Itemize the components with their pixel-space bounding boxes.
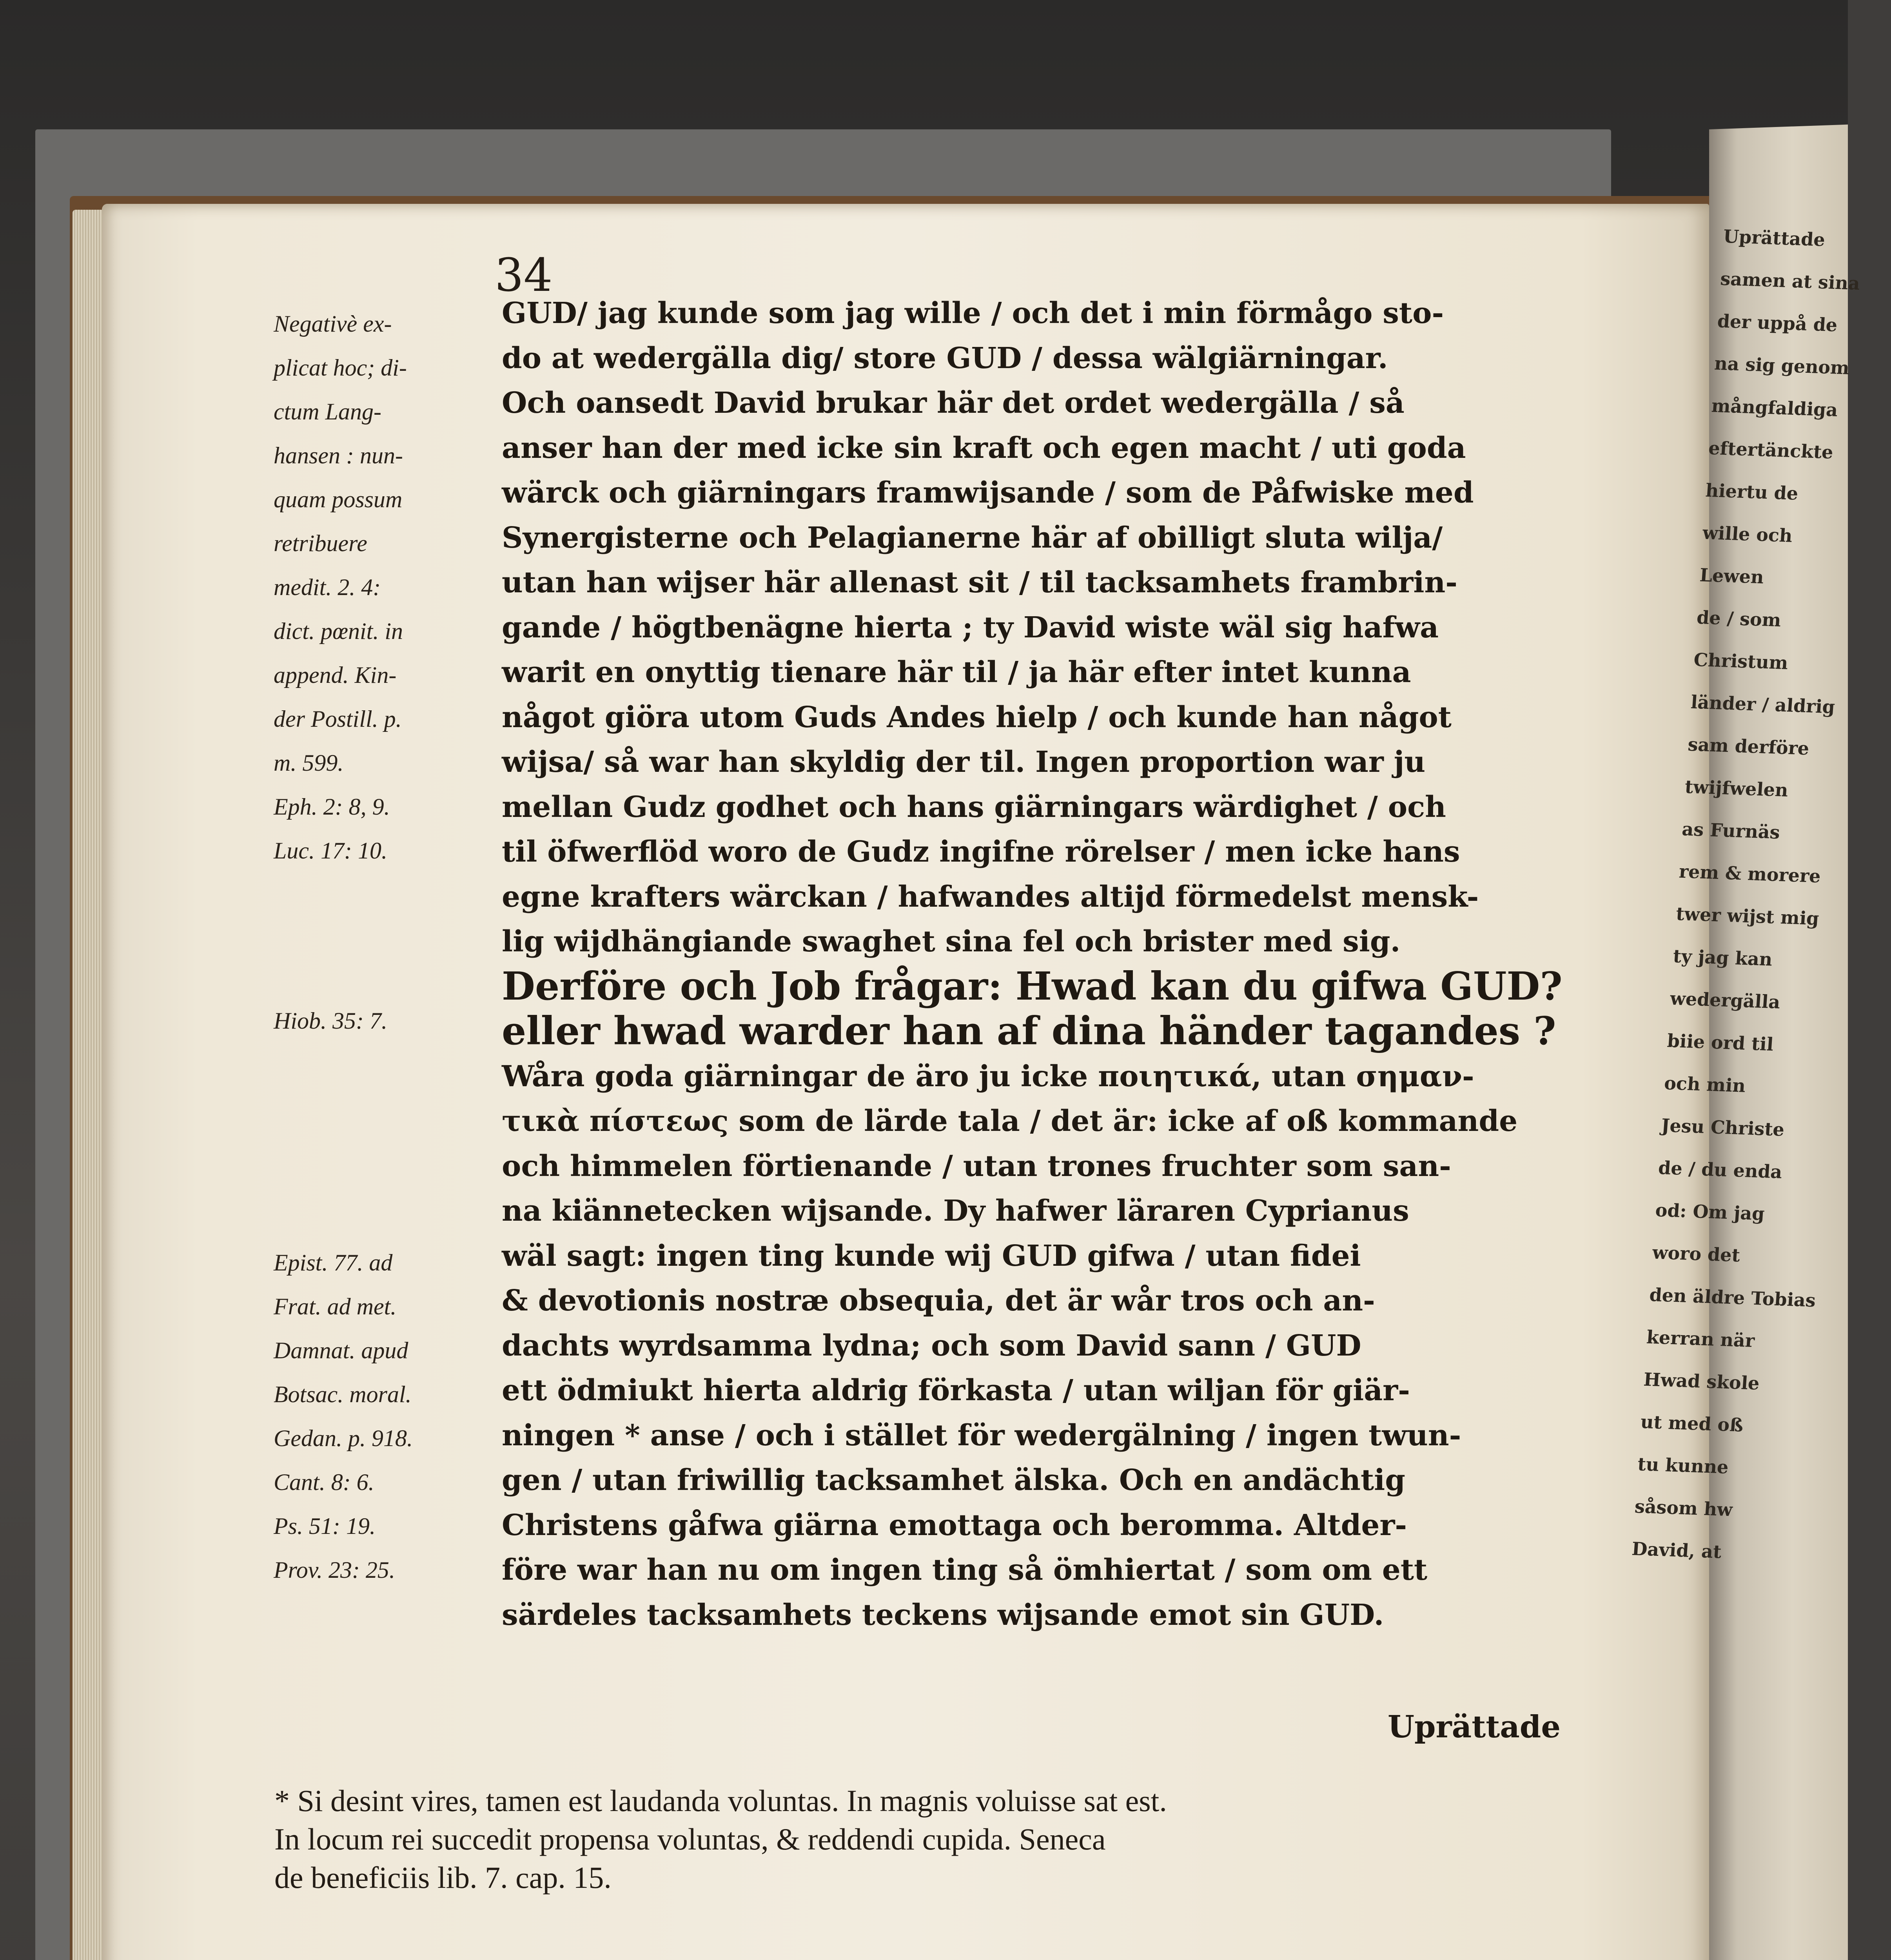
facing-page-line: as Furnäs xyxy=(1681,818,1781,843)
facing-page-line: den äldre Tobias xyxy=(1649,1284,1817,1311)
facing-page-line: Hwad skole xyxy=(1642,1368,1760,1394)
margin-note-line: retribuere xyxy=(274,530,367,556)
text-line: gande / högtbenägne hierta ; ty David wiste wäl sig hafwa xyxy=(502,610,1439,644)
margin-note-line: Prov. 23: 25. xyxy=(274,1557,395,1583)
catchword: Uprättade xyxy=(1388,1709,1561,1745)
text-line: & devotionis nostræ obsequia, det är wår tros och an- xyxy=(502,1284,1375,1318)
facing-page-line: eftertänckte xyxy=(1708,437,1834,463)
text-line: ett ödmiukt hierta aldrig förkasta / utan wiljan för giär- xyxy=(502,1374,1410,1407)
text-line: utan han wijser här allenast sit / til tacksamhets frambrin- xyxy=(502,566,1457,599)
margin-note-line: Botsac. moral. xyxy=(274,1381,412,1407)
facing-page-line: wedergälla xyxy=(1669,987,1781,1013)
margin-note-line: m. 599. xyxy=(274,750,344,776)
text-line: egne krafters wärckan / hafwandes altijd förmedelst mensk- xyxy=(502,880,1479,914)
facing-page-line: wille och xyxy=(1702,522,1793,546)
text-line: til öfwerflöd woro de Gudz ingifne rörelser / men icke hans xyxy=(502,835,1460,869)
text-line: do at wedergälla dig/ store GUD / dessa wälgiärningar. xyxy=(502,341,1388,375)
margin-note-line: Damnat. apud xyxy=(274,1338,408,1363)
facing-page-line: ty jag kan xyxy=(1672,945,1773,970)
facing-page-line: biie ord til xyxy=(1666,1030,1775,1055)
margin-note-line: ctum Lang- xyxy=(274,399,381,425)
margin-note-line: Eph. 2: 8, 9. xyxy=(274,794,390,820)
facing-page-line: tu kunne xyxy=(1637,1453,1729,1478)
margin-note-line: dict. pœnit. in xyxy=(274,618,403,644)
text-line: na kiännetecken wijsande. Dy hafwer läraren Cyprianus xyxy=(502,1194,1409,1228)
text-line: ningen * anse / och i stället för wedergälning / ingen twun- xyxy=(502,1418,1461,1452)
text-line: lig wijdhängiande swaghet sina fel och brister med sig. xyxy=(502,925,1401,958)
margin-note-line: hansen : nun- xyxy=(274,443,403,468)
facing-page-line: Lewen xyxy=(1699,564,1765,588)
facing-page-line: David, at xyxy=(1631,1538,1722,1563)
facing-page-line: de / du enda xyxy=(1657,1157,1783,1183)
facing-page-line: od: Om jag xyxy=(1655,1199,1766,1225)
margin-note-line: der Postill. p. xyxy=(274,706,402,732)
facing-page-line: Christum xyxy=(1693,649,1789,674)
facing-page-line: Jesu Christe xyxy=(1661,1114,1785,1140)
text-line: och himmelen förtienande / utan trones fruchter som san- xyxy=(502,1149,1451,1183)
facing-page-line: ut med oß xyxy=(1640,1411,1744,1436)
facing-page-line: na sig genom xyxy=(1713,352,1850,379)
footnote-line: de beneficiis lib. 7. cap. 15. xyxy=(274,1860,612,1895)
text-line: gen / utan friwillig tacksamhet älska. Och en andächtig xyxy=(502,1463,1405,1497)
facing-page-line: twijfwelen xyxy=(1684,776,1789,801)
margin-note-line: Cant. 8: 6. xyxy=(274,1469,374,1495)
facing-page-line: mångfaldiga xyxy=(1711,395,1838,421)
text-line: Derföre och Job frågar: Hwad kan du gifwa GUD? xyxy=(502,964,1563,1009)
facing-page-line: woro det xyxy=(1651,1241,1741,1266)
text-line: före war han nu om ingen ting så ömhiertat / som om ett xyxy=(502,1553,1428,1587)
text-line: eller hwad warder han af dina händer tagandes ? xyxy=(502,1009,1556,1054)
margin-note-line: append. Kin- xyxy=(274,662,397,688)
footnote xyxy=(274,1782,1607,1897)
text-line: wärck och giärningars framwijsande / som de Påfwiske med xyxy=(502,476,1474,510)
margin-note-line: Epist. 77. ad xyxy=(274,1250,393,1276)
text-line: något giöra utom Guds Andes hielp / och kunde han något xyxy=(502,700,1452,734)
footnote-line: * Si desint vires, tamen est laudanda voluntas. In magnis voluisse sat est. xyxy=(274,1784,1167,1818)
facing-page-line: rem & morere xyxy=(1678,860,1822,887)
text-line: GUD/ jag kunde som jag wille / och det i min förmågo sto- xyxy=(502,296,1444,330)
facing-page-line: Uprättade xyxy=(1722,225,1826,250)
margin-notes-lower xyxy=(274,1241,477,1592)
facing-page-line: der uppå de xyxy=(1717,310,1838,336)
text-line: Christens gåfwa giärna emottaga och beromma. Altder- xyxy=(502,1508,1407,1542)
text-line: anser han der med icke sin kraft och egen macht / uti goda xyxy=(502,431,1466,465)
text-line: dachts wyrdsamma lydna; och som David sann / GUD xyxy=(502,1328,1361,1363)
text-line: Och oansedt David brukar här det ordet wedergälla / så xyxy=(502,386,1405,420)
margin-note-line: Luc. 17: 10. xyxy=(274,838,387,864)
main-text-block xyxy=(502,291,1592,1637)
facing-page-line: och min xyxy=(1663,1072,1746,1096)
facing-page-line: sam derföre xyxy=(1687,733,1810,759)
text-line: särdeles tacksamhets teckens wijsande emot sin GUD. xyxy=(502,1598,1384,1632)
margin-note-line: plicat hoc; di- xyxy=(274,355,407,381)
margin-note-line: Frat. ad met. xyxy=(274,1294,397,1319)
margin-note-line: quam possum xyxy=(274,486,403,512)
facing-page-line: kerran när xyxy=(1646,1326,1755,1352)
text-line: Synergisterne och Pelagianerne här af obilligt sluta wilja/ xyxy=(502,521,1443,555)
facing-page xyxy=(1631,125,1861,1960)
text-line: warit en onyttig tienare här til / ja här efter intet kunna xyxy=(502,655,1411,689)
text-line: wäl sagt: ingen ting kunde wij GUD gifwa / utan fidei xyxy=(502,1239,1361,1273)
margin-note-line: Gedan. p. 918. xyxy=(274,1425,413,1451)
facing-page-line: länder / aldrig xyxy=(1690,691,1836,718)
facing-page-line: de / som xyxy=(1696,606,1782,631)
page-number: 34 xyxy=(495,249,553,302)
margin-note-line: medit. 2. 4: xyxy=(274,574,381,600)
margin-notes xyxy=(274,302,477,873)
margin-note-hiob: Hiob. 35: 7. xyxy=(274,1008,387,1034)
text-line: mellan Gudz godhet och hans giärningars wärdighet / och xyxy=(502,790,1446,824)
margin-note-line: Negativè ex- xyxy=(274,311,392,337)
facing-page-line: samen at sina xyxy=(1719,268,1861,294)
facing-page-line: såsom hw xyxy=(1634,1495,1733,1521)
footnote-line: In locum rei succedit propensa voluntas, & reddendi cupida. Seneca xyxy=(274,1822,1106,1856)
text-line: τικὰ πίστεως som de lärde tala / det är: icke af oß kommande xyxy=(502,1104,1518,1138)
text-line: Wåra goda giärningar de äro ju icke ποιητικά, utan σημαν- xyxy=(502,1059,1474,1093)
facing-page-line: hiertu de xyxy=(1705,479,1799,504)
margin-note-line: Ps. 51: 19. xyxy=(274,1513,376,1539)
facing-page-line: twer wijst mig xyxy=(1675,903,1820,929)
text-line: wijsa/ så war han skyldig der til. Ingen proportion war ju xyxy=(502,745,1426,779)
